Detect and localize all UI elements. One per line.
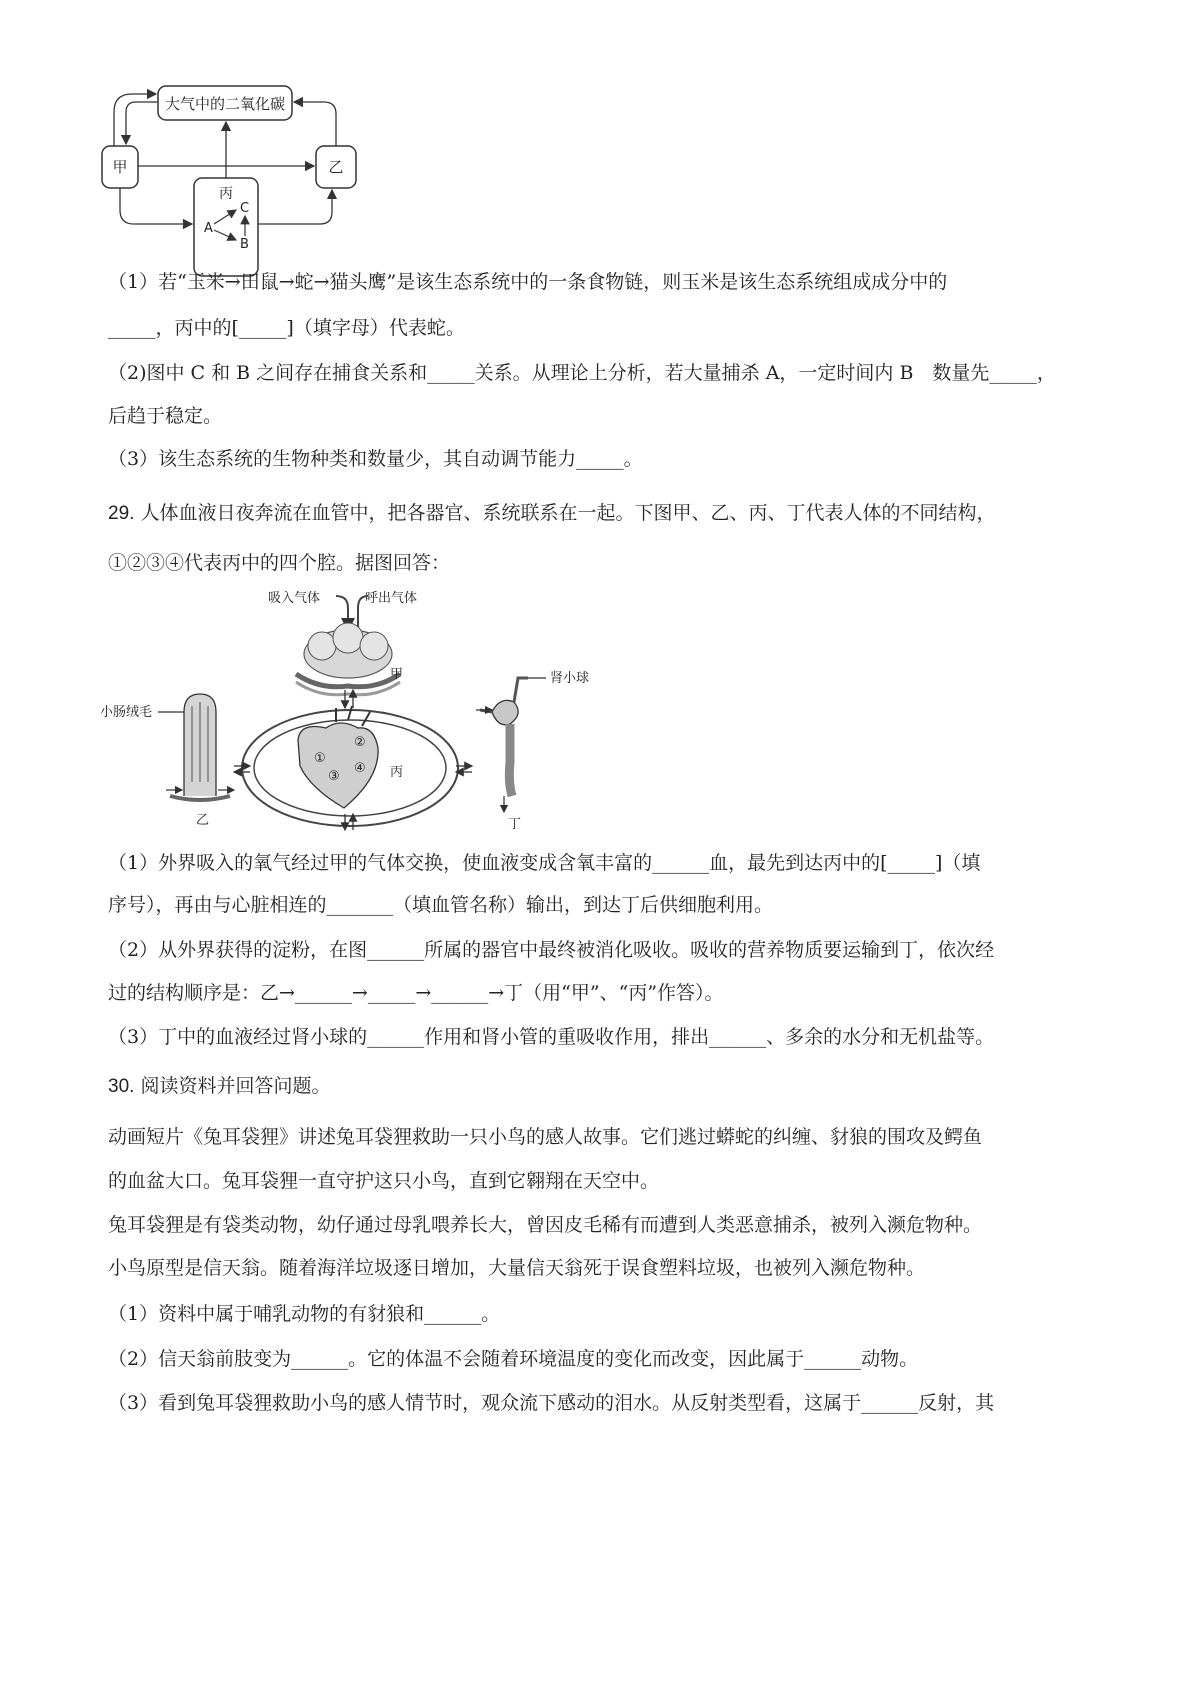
q29-part2-line2: 过的结构顺序是：乙→______→_____→______→丁（用“甲”、“丙”作答）。 [108,982,724,1004]
q30-stem [108,1074,330,1099]
chamber-4: ④ [354,761,366,776]
decomposer-label: 乙 [328,158,344,176]
q29-part1-line1: （1）外界吸入的氧气经过甲的气体交换，使血液变成含氧丰富的______血，最先到达丙中的[_____]（填 [108,852,981,874]
bing-label: 丙 [390,765,404,780]
glomerulus-label: 肾小球 [550,671,590,686]
inhale-label: 吸入气体 [268,591,321,606]
chamber-1: ① [314,751,326,766]
producer-label: 甲 [112,158,128,176]
consumer-title: 丙 [219,186,233,202]
circulation-diagram [100,582,620,832]
q29-part3: （3）丁中的血液经过肾小球的______作用和肾小管的重吸收作用，排出______、多余的水分和无机盐等。 [108,1026,995,1048]
node-b: B [240,237,249,252]
q30-part3: （3）看到兔耳袋狸救助小鸟的感人情节时，观众流下感动的泪水。从反射类型看，这属于______反射，其 [108,1392,995,1414]
node-c: C [240,201,250,216]
q29-stem-text: 人体血液日夜奔流在血管中，把各器官、系统联系在一起。下图甲、乙、丙、丁代表人体的不同结构， [140,502,996,524]
ecosystem-diagram [100,84,400,284]
node-a: A [204,221,213,236]
q29-part1-line2: 序号），再由与心脏相连的_______（填血管名称）输出，到达丁后供细胞利用。 [108,894,774,916]
yi-label: 乙 [196,813,210,828]
q30-part2: （2）信天翁前肢变为______。它的体温不会随着环境温度的变化而改变，因此属于______动物。 [108,1348,919,1370]
q30-stem-text: 阅读资料并回答问题。 [140,1075,331,1097]
chamber-3: ③ [328,769,340,784]
nephron-ding [480,678,528,796]
q30-para2: 兔耳袋狸是有袋类动物，幼仔通过母乳喂养长大，曾因皮毛稀有而遭到人类恶意捕杀，被列入濒危物种。 [108,1214,983,1236]
q30-para3: 小鸟原型是信天翁。随着海洋垃圾逐日增加，大量信天翁死于误食塑料垃圾，也被列入濒危物种。 [108,1257,926,1279]
villus-yi [170,694,230,800]
villi-label: 小肠绒毛 [100,705,153,720]
q28-part1-line2: _____，丙中的[_____]（填字母）代表蛇。 [108,317,465,339]
ding-label: 丁 [508,817,522,832]
q29-part2-line1: （2）从外界获得的淀粉，在图______所属的器官中最终被消化吸收。吸收的营养物质要运输到丁，依次经 [108,939,995,961]
chamber-2: ② [354,735,366,750]
q30-para1-line1: 动画短片《兔耳袋狸》讲述兔耳袋狸救助一只小鸟的感人故事。它们逃过蟒蛇的纠缠、豺狼的围攻及鳄鱼 [108,1126,983,1148]
q30-para1-line2: 的血盆大口。兔耳袋狸一直守护这只小鸟，直到它翱翔在天空中。 [108,1170,660,1192]
q28-part1-line1: （1）若“玉米→田鼠→蛇→猫头鹰”是该生态系统中的一条食物链，则玉米是该生态系统组成成分中的 [108,271,948,293]
q28-part2-line1: （2)图中 C 和 B 之间存在捕食关系和_____关系。从理论上分析，若大量捕杀 A，一定时间内 B 数量先_____， [108,362,1056,384]
q30-part1: （1）资料中属于哺乳动物的有豺狼和______。 [108,1303,501,1325]
q29-stem-line1 [108,501,995,526]
atmosphere-co2-label: 大气中的二氧化碳 [164,95,286,113]
q30-number: 30. [108,1076,135,1097]
alveolus-jia [296,623,400,695]
q28-part3: （3）该生态系统的生物种类和数量少，其自动调节能力_____。 [108,448,643,470]
q29-stem-line2: ①②③④代表丙中的四个腔。据图回答： [108,552,451,574]
exhale-label: 呼出气体 [365,591,418,606]
q28-part2-line2: 后趋于稳定。 [108,405,223,427]
jia-label: 甲 [390,667,404,682]
q29-number: 29. [108,503,135,524]
